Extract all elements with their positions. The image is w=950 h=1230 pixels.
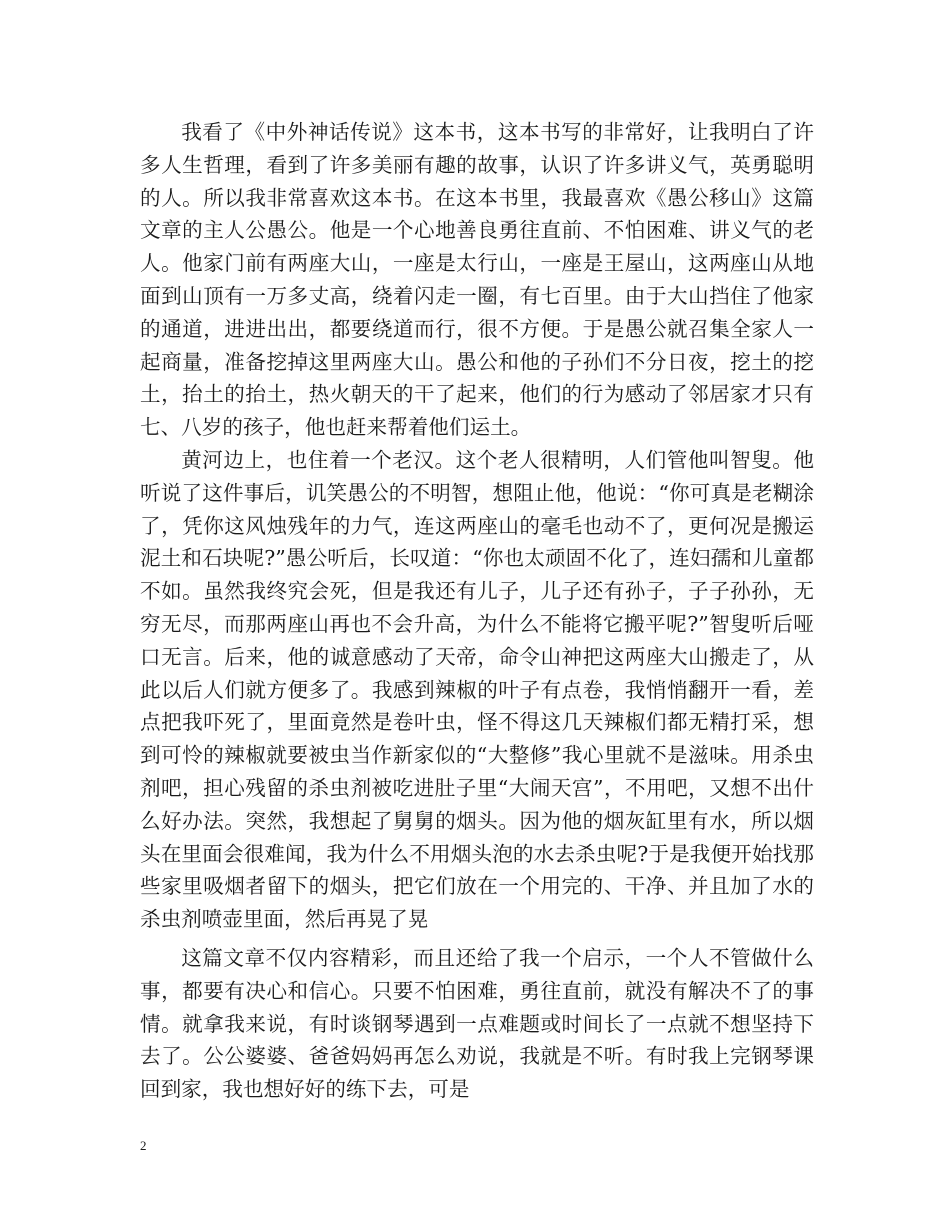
paragraph-2: 黄河边上，也住着一个老汉。这个老人很精明，人们管他叫智叟。他听说了这件事后，讥笑愚公的不明智，想阻止他，他说：“你可真是老糊涂了，凭你这风烛残年的力气，连这两座山的毫毛也动不了，更何况是搬运泥土和石块呢?”愚公听后，长叹道：“你也太顽固不化了，连妇孺和儿童都不如。虽然我终究会死，但是我还有儿子，儿子还有孙子，子子孙孙，无穷无尽，而那两座山再也不会升高，为什么不能将它搬平呢?”智叟听后哑口无言。后来，他的诚意感动了天帝，命令山神把这两座大山搬走了，从此以后人们就方便多了。我感到辣椒的叶子有点卷，我悄悄翻开一看，差点把我吓死了，里面竟然是卷叶虫，怪不得这几天辣椒们都无精打采，想到可怜的辣椒就要被虫当作新家似的“大整修”我心里就不是滋味。用杀虫剂吧，担心残留的杀虫剂被吃进肚子里“大闹天宫”，不用吧，又想不出什么好办法。突然，我想起了舅舅的烟头。因为他的烟灰缸里有水，所以烟头在里面会很难闻，我为什么不用烟头泡的水去杀虫呢?于是我便开始找那些家里吸烟者留下的烟头，把它们放在一个用完的、干净、并且加了水的杀虫剂喷壶里面，然后再晃了晃 [140, 447, 814, 932]
page-number: 2 [140, 1138, 147, 1153]
paragraph-1: 我看了《中外神话传说》这本书，这本书写的非常好，让我明白了许多人生哲理，看到了许多美丽有趣的故事，认识了许多讲义气，英勇聪明的人。所以我非常喜欢这本书。在这本书里，我最喜欢《愚公移山》这篇文章的主人公愚公。他是一个心地善良勇往直前、不怕困难、讲义气的老人。他家门前有两座大山，一座是太行山，一座是王屋山，这两座山从地面到山顶有一万多丈高，绕着闪走一圈，有七百里。由于大山挡住了他家的通道，进进出出，都要绕道而行，很不方便。于是愚公就召集全家人一起商量，准备挖掉这里两座大山。愚公和他的子孙们不分日夜，挖土的挖土，抬土的抬土，热火朝天的干了起来，他们的行为感动了邻居家才只有七、八岁的孩子，他也赶来帮着他们运土。 [140, 120, 814, 440]
document-body [140, 116, 814, 1106]
paragraph-3: 这篇文章不仅内容精彩，而且还给了我一个启示，一个人不管做什么事，都要有决心和信心。只要不怕困难，勇往直前，就没有解决不了的事情。就拿我来说，有时谈钢琴遇到一点难题或时间长了一点就不想坚持下去了。公公婆婆、爸爸妈妈再怎么劝说，我就是不听。有时我上完钢琴课回到家，我也想好好的练下去，可是 [140, 945, 814, 1102]
